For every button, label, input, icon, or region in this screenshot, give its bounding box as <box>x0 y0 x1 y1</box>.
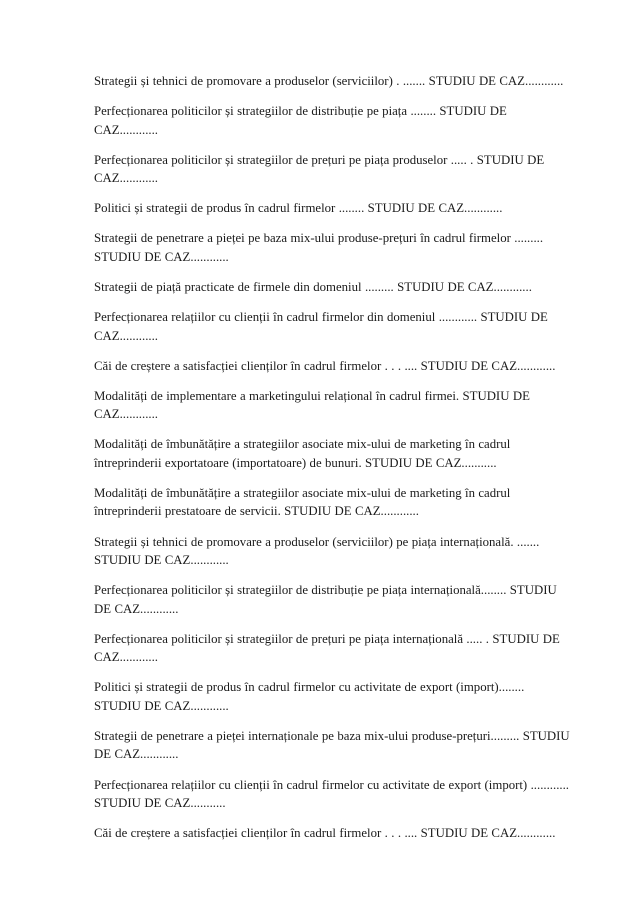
topic-item: Perfecționarea politicilor și strategiilor de prețuri pe piața internațională ..... . STUDIU DE CAZ............ <box>94 631 560 665</box>
topic-item: Politici și strategii de produs în cadrul firmelor cu activitate de export (import)........ STUDIU DE CAZ............ <box>94 680 525 713</box>
topic-item: Modalități de îmbunătățire a strategiilor asociate mix-ului de marketing în cadrul întreprinderii prestatoare de servicii. STUDIU DE CAZ............ <box>94 485 511 519</box>
topic-item: Strategii de piață practicate de firmele din domeniul ......... STUDIU DE CAZ............ <box>94 279 532 294</box>
topic-item: Strategii și tehnici de promovare a produselor (serviciilor) pe piața internațională. ....... STUDIU DE CAZ............ <box>94 534 540 568</box>
topic-item: Strategii și tehnici de promovare a produselor (serviciilor) . ....... STUDIU DE CAZ............ <box>94 74 564 88</box>
topic-item: Căi de creștere a satisfacției clienților în cadrul firmelor . . . .... STUDIU DE CAZ............ <box>94 826 556 841</box>
topic-item: Politici și strategii de produs în cadrul firmelor ........ STUDIU DE CAZ............ <box>94 201 503 216</box>
topic-item: Modalități de implementare a marketingului relațional în cadrul firmei. STUDIU DE CAZ............ <box>94 388 530 422</box>
topic-item: Căi de creștere a satisfacției clienților în cadrul firmelor . . . .... STUDIU DE CAZ............ <box>94 358 556 373</box>
topic-item: Perfecționarea politicilor și strategiilor de prețuri pe piața produselor ..... . STUDIU DE CAZ............ <box>94 152 545 186</box>
topic-item: Strategii de penetrare a pieței internaționale pe baza mix-ului produse-prețuri......... STUDIU DE CAZ............ <box>94 728 570 762</box>
topic-item: Modalități de îmbunătățire a strategiilor asociate mix-ului de marketing în cadrul întreprinderii exportatoare (importatoare) de bunuri. STUDIU DE CAZ........... <box>94 437 511 470</box>
topic-item: Perfecționarea relațiilor cu clienții în cadrul firmelor cu activitate de export (import) ............ STUDIU DE CAZ........... <box>94 777 569 810</box>
topic-item: Strategii de penetrare a pieței pe baza mix-ului produse-prețuri în cadrul firmelor ......... STUDIU DE CAZ............ <box>94 231 544 264</box>
topic-item: Perfecționarea politicilor și strategiilor de distribuție pe piața internațională........ STUDIU DE CAZ............ <box>94 583 557 616</box>
topic-item: Perfecționarea politicilor și strategiilor de distribuție pe piața ........ STUDIU DE CAZ............ <box>94 104 507 137</box>
topic-list <box>94 72 574 854</box>
topic-item: Perfecționarea relațiilor cu clienții în cadrul firmelor din domeniul ............ STUDIU DE CAZ............ <box>94 310 548 343</box>
